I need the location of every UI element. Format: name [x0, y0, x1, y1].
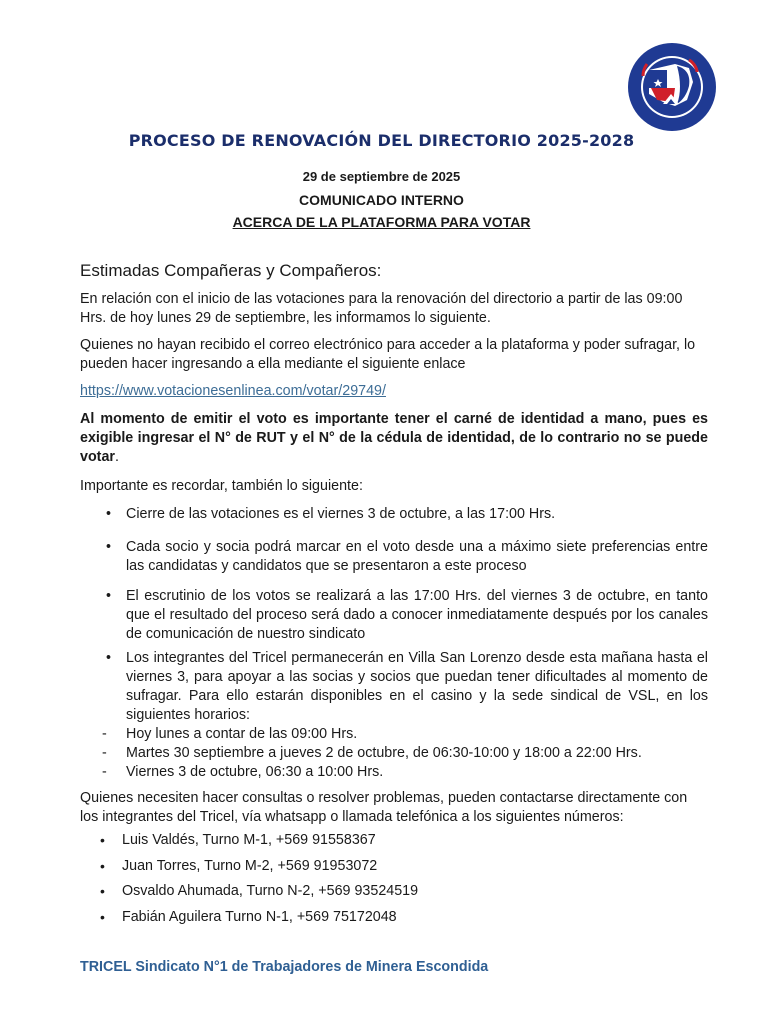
- access-paragraph: Quienes no hayan recibido el correo electrónico para acceder a la plataforma y poder sufragar, lo pueden hacer ingresando a ella mediante el siguiente enlace: [80, 337, 696, 372]
- contact-paragraph: Quienes necesiten hacer consultas o resolver problemas, pueden contactarse directamente con los integrantes del Tricel, vía whatsapp o llamada telefónica a los siguientes números:: [80, 790, 688, 825]
- id-requirement-paragraph: [80, 410, 708, 467]
- schedule-list: [100, 725, 708, 782]
- reminder-list: [100, 649, 708, 782]
- period: .: [114, 449, 119, 465]
- bullet-icon: •: [100, 883, 105, 899]
- schedule-text: Viernes 3 de octubre, 06:30 a 10:00 Hrs.: [126, 764, 384, 780]
- list-item: [100, 649, 708, 782]
- contact-text: Luis Valdés, Turno M-1, +569 91558367: [122, 832, 376, 848]
- document-subject: ACERCA DE LA PLATAFORMA PARA VOTAR: [232, 214, 531, 230]
- reminder-list: [100, 538, 708, 576]
- intro-paragraph: En relación con el inicio de las votaciones para la renovación del directorio a partir de las 09:00 Hrs. de hoy lunes 29 de septiembre, les informamos lo siguiente.: [80, 291, 683, 326]
- id-requirement-text: Al momento de emitir el voto es importante tener el carné de identidad a mano, pues es exigible ingresar el N° de RUT y el N° de la cédula de identidad, de lo contrario no se puede votar: [80, 411, 708, 465]
- document-subtitle: COMUNICADO INTERNO: [299, 192, 464, 208]
- union-seal-logo-icon: [627, 42, 717, 132]
- reminder-list: [100, 587, 708, 644]
- schedule-item: [100, 725, 708, 744]
- list-item-text: Cierre de las votaciones es el viernes 3 de octubre, a las 17:00 Hrs.: [126, 506, 556, 522]
- schedule-item: [100, 763, 708, 782]
- contact-item: [100, 857, 700, 883]
- contact-item: [100, 882, 700, 908]
- bullet-icon: •: [106, 588, 112, 604]
- contact-text: Juan Torres, Turno M-2, +569 91953072: [122, 857, 378, 874]
- bullet-icon: •: [106, 650, 112, 666]
- dash-icon: -: [102, 764, 107, 780]
- schedule-text: Martes 30 septiembre a jueves 2 de octubre, de 06:30-10:00 y 18:00 a 22:00 Hrs.: [126, 745, 642, 761]
- contact-item: [100, 908, 700, 934]
- dash-icon: -: [102, 726, 107, 742]
- list-item-text: Cada socio y socia podrá marcar en el voto desde una a máximo siete preferencias entre las candidatas y candidatos que se presentaron a este proceso: [126, 539, 708, 574]
- bullet-icon: •: [106, 539, 112, 555]
- contact-list: [100, 831, 700, 933]
- reminder-intro: Importante es recordar, también lo siguiente:: [80, 478, 363, 494]
- footer-signature: TRICEL Sindicato N°1 de Trabajadores de Minera Escondida: [80, 959, 489, 975]
- list-item: [100, 538, 708, 576]
- contact-item: [100, 831, 700, 857]
- greeting: Estimadas Compañeras y Compañeros:: [80, 261, 382, 280]
- schedule-text: Hoy lunes a contar de las 09:00 Hrs.: [126, 726, 358, 742]
- list-item: [100, 587, 708, 644]
- document-date: 29 de septiembre de 2025: [302, 169, 461, 184]
- contact-text: Osvaldo Ahumada, Turno N-2, +569 93524519: [122, 883, 419, 899]
- page-title: PROCESO DE RENOVACIÓN DEL DIRECTORIO 2025-2028: [128, 131, 635, 150]
- dash-icon: -: [102, 745, 107, 761]
- list-item-text: Los integrantes del Tricel permanecerán en Villa San Lorenzo desde esta mañana hasta el viernes 3, para apoyar a las socias y socios que puedan tener dificultades al momento de sufragar. Para ello estarán disponibles en el casino y la sede sindical de VSL, en los siguientes horarios:: [126, 650, 708, 723]
- list-item: [100, 505, 708, 524]
- contact-text: Fabián Aguilera Turno N-1, +569 75172048: [122, 908, 397, 925]
- voting-platform-link[interactable]: https://www.votacionesenlinea.com/votar/29749/: [80, 383, 386, 399]
- list-item-text: El escrutinio de los votos se realizará a las 17:00 Hrs. del viernes 3 de octubre, en tanto que el resultado del proceso será dado a conocer inmediatamente después por los canales de comunicación de nuestro sindicato: [126, 588, 708, 642]
- bullet-icon: •: [100, 857, 105, 874]
- bullet-icon: •: [100, 832, 105, 848]
- bullet-icon: •: [100, 908, 105, 925]
- reminder-list: [100, 505, 708, 524]
- schedule-item: [100, 744, 708, 763]
- bullet-icon: •: [106, 506, 112, 522]
